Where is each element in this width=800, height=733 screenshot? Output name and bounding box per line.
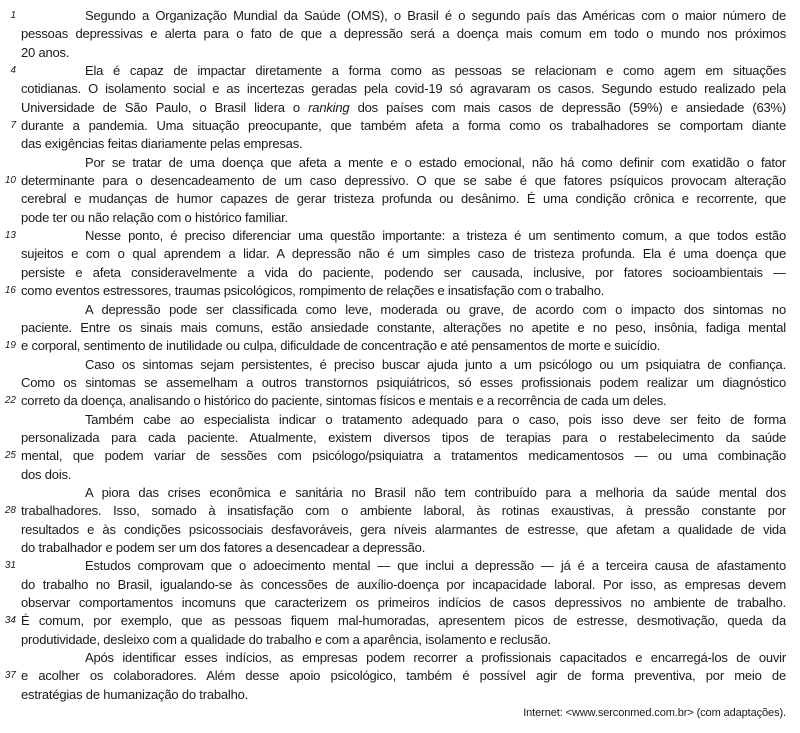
line-number	[0, 374, 16, 392]
line-text: dos dois.	[21, 466, 72, 482]
line-text: estratégias de humanização do trabalho.	[21, 686, 249, 702]
text-line	[0, 429, 800, 447]
line-number	[0, 539, 16, 557]
line-text: do trabalho no Brasil, igualando-se às concessões de auxílio-doença por incapacidade laboral. Por isso, as empresas devem	[21, 576, 786, 592]
line-text: A piora das crises econômica e sanitária no Brasil não tem contribuído para a melhoria da saúde mental dos	[85, 484, 786, 500]
line-number	[0, 521, 16, 539]
line-text: sujeitos e com o qual aprendem a lidar. A depressão não é um simples caso de tristeza profunda. Ela é uma doença que	[21, 246, 786, 262]
line-number	[0, 631, 16, 649]
text-line	[0, 594, 800, 612]
text-line	[0, 466, 800, 484]
line-number: 19	[4, 340, 16, 352]
line-text: e acolher os colaboradores. Além desse apoio psicológico, também é possível agir de forma preventiva, por meio de	[21, 668, 786, 684]
text-line	[0, 631, 800, 649]
text-line	[0, 62, 800, 80]
line-number: 28	[4, 505, 16, 517]
text-line	[0, 154, 800, 172]
line-text: Estudos comprovam que o adoecimento mental — que inclui a depressão — já é a terceira causa de afastamento	[85, 558, 786, 574]
line-text: Ela é capaz de impactar diretamente a forma como as pessoas se relacionam e como agem em situações	[85, 63, 786, 79]
text-line	[0, 7, 800, 25]
text-line	[0, 117, 800, 135]
text-line	[0, 539, 800, 557]
line-text: Nesse ponto, é preciso diferenciar uma questão importante: a tristeza é um sentimento comum, a que todos estão	[85, 228, 786, 244]
line-text: cerebral e mudanças de humor capazes de gerar tristeza profunda ou desânimo. É uma condição crônica e recorrente, que	[21, 191, 786, 207]
line-text: pessoas depressivas e alerta para o fato de que a depressão será a doença mais comum em todo o mundo nos próximos	[21, 26, 786, 42]
line-text: Por se tratar de uma doença que afeta a mente e o estado emocional, não há como definir com exatidão o fator	[85, 154, 786, 170]
line-text: observar comportamentos incomuns que caracterizem os primeiros indícios de casos depressivos no ambiente de trabalho.	[21, 595, 786, 610]
line-text: trabalhadores. Isso, somado à insatisfação com o ambiente laboral, às rotinas exaustivas, à pressão constante por	[21, 503, 786, 519]
line-number	[0, 466, 16, 484]
text-line	[0, 521, 800, 539]
line-text: e corporal, sentimento de inutilidade ou culpa, dificuldade de concentração e até pensamentos de morte e suicídio.	[21, 338, 661, 354]
line-text: resultados e às condições psicossociais desfavoráveis, gera níveis alarmantes de estresse, que afetam a qualidade de vida	[21, 521, 786, 537]
line-number	[0, 411, 16, 429]
line-text: personalizada para cada paciente. Atualmente, existem diversos tipos de terapias para o restabelecimento da saúde	[21, 429, 786, 445]
line-number: 16	[4, 285, 16, 297]
text-line	[0, 301, 800, 319]
line-text: Segundo a Organização Mundial da Saúde (OMS), o Brasil é o segundo país das Américas com o maior número de	[85, 8, 786, 23]
text-line	[0, 25, 800, 43]
text-line	[0, 447, 800, 465]
line-text: Universidade de São Paulo, o Brasil lidera o ranking dos países com mais casos de depressão (59%) e ansiedade (63%)	[21, 99, 786, 115]
text-line	[0, 99, 800, 117]
text-line	[0, 411, 800, 429]
line-number	[0, 135, 16, 153]
line-text: A depressão pode ser classificada como leve, moderada ou grave, de acordo com o impacto dos sintomas no	[85, 301, 786, 317]
line-text: Caso os sintomas sejam persistentes, é preciso buscar ajuda junto a um psicólogo ou um psiquiatra de confiança.	[85, 356, 786, 372]
text-line	[0, 502, 800, 520]
line-text: paciente. Entre os sinais mais comuns, estão ansiedade constante, alterações no apetite e no peso, insônia, fadiga mental	[21, 319, 786, 335]
text-line	[0, 612, 800, 630]
text-line	[0, 245, 800, 263]
text-line	[0, 227, 800, 245]
line-number	[0, 686, 16, 704]
text-line	[0, 392, 800, 410]
line-number: 22	[4, 395, 16, 407]
text-line	[0, 667, 800, 685]
line-number: 37	[4, 670, 16, 682]
line-text: mental, que podem variar de sessões com psicólogo/psiquiatra a tratamentos medicamentosos — ou uma combinação	[21, 448, 786, 464]
line-text: cotidianas. O isolamento social e as incertezas geradas pela covid-19 só agravaram os casos. Segundo estudo realizado pela	[21, 81, 786, 97]
line-text: É comum, por exemplo, que as pessoas fiquem mal-humoradas, apresentem picos de estresse, desmotivação, queda da	[21, 613, 786, 629]
line-text: Como os sintomas se assemelham a outros transtornos psiquiátricos, só esses profissionais podem realizar um diagnóstico	[21, 374, 786, 390]
line-number	[0, 319, 16, 337]
line-number	[0, 594, 16, 612]
text-line	[0, 356, 800, 374]
line-number	[0, 154, 16, 172]
text-line	[0, 337, 800, 355]
line-number: 7	[10, 120, 16, 132]
line-text: pode ter ou não relação com o histórico familiar.	[21, 209, 288, 225]
text-line	[0, 282, 800, 300]
line-text: do trabalhador e podem ser um dos fatores a desencadear a depressão.	[21, 539, 426, 555]
line-number: 10	[4, 175, 16, 187]
line-text: Também cabe ao especialista indicar o tratamento adequado para o caso, pois isso deve ser feito de forma	[85, 411, 786, 427]
line-text: produtividade, desleixo com a qualidade do trabalho e com a aparência, isolamento e reclusão.	[21, 631, 551, 647]
text-line	[0, 557, 800, 575]
text-line	[0, 374, 800, 392]
line-number: 4	[10, 65, 16, 77]
line-number	[0, 429, 16, 447]
line-number	[0, 356, 16, 374]
text-line	[0, 264, 800, 282]
line-number	[0, 190, 16, 208]
line-text: como eventos estressores, traumas psicológicos, rompimento de relações e insatisfação com o trabalho.	[21, 283, 605, 299]
line-text: persiste e afeta consideravelmente a vida do paciente, podendo ser causada, inclusive, por fatores socioambientais —	[21, 264, 786, 280]
line-number	[0, 99, 16, 117]
line-number: 1	[10, 10, 16, 21]
line-number	[0, 576, 16, 594]
text-line	[0, 319, 800, 337]
line-text: das exigências feitas diariamente pelas empresas.	[21, 136, 303, 152]
text-line	[0, 44, 800, 62]
source-citation: Internet: <www.serconmed.com.br> (com adaptações).	[523, 707, 786, 720]
line-number: 31	[4, 560, 16, 572]
text-line	[0, 649, 800, 667]
line-number	[0, 25, 16, 43]
text-line	[0, 576, 800, 594]
line-text: Após identificar esses indícios, as empresas podem recorrer a profissionais capacitados e encarregá-los de ouvir	[85, 650, 786, 666]
line-number: 34	[4, 615, 16, 627]
line-number	[0, 484, 16, 502]
line-text: determinante para o desencadeamento de um caso depressivo. O que se sabe é que fatores psíquicos provocam alteração	[21, 173, 786, 189]
line-text: correto da doença, analisando o histórico do paciente, sintomas físicos e mentais e a recorrência de cada um deles.	[21, 393, 667, 409]
text-line	[0, 135, 800, 153]
text-line	[0, 80, 800, 98]
text-line	[0, 686, 800, 704]
text-line	[0, 209, 800, 227]
line-text: durante a pandemia. Uma situação preocupante, que também afeta a forma como os trabalhadores se comportam diante	[21, 118, 786, 134]
line-number	[0, 301, 16, 319]
line-number: 13	[4, 230, 16, 242]
line-number	[0, 80, 16, 98]
line-text: 20 anos.	[21, 44, 70, 60]
text-line	[0, 172, 800, 190]
line-number: 25	[4, 450, 16, 462]
line-number	[0, 209, 16, 227]
line-number	[0, 264, 16, 282]
text-line	[0, 190, 800, 208]
line-number	[0, 649, 16, 667]
text-line	[0, 484, 800, 502]
line-number	[0, 44, 16, 62]
line-number	[0, 245, 16, 263]
